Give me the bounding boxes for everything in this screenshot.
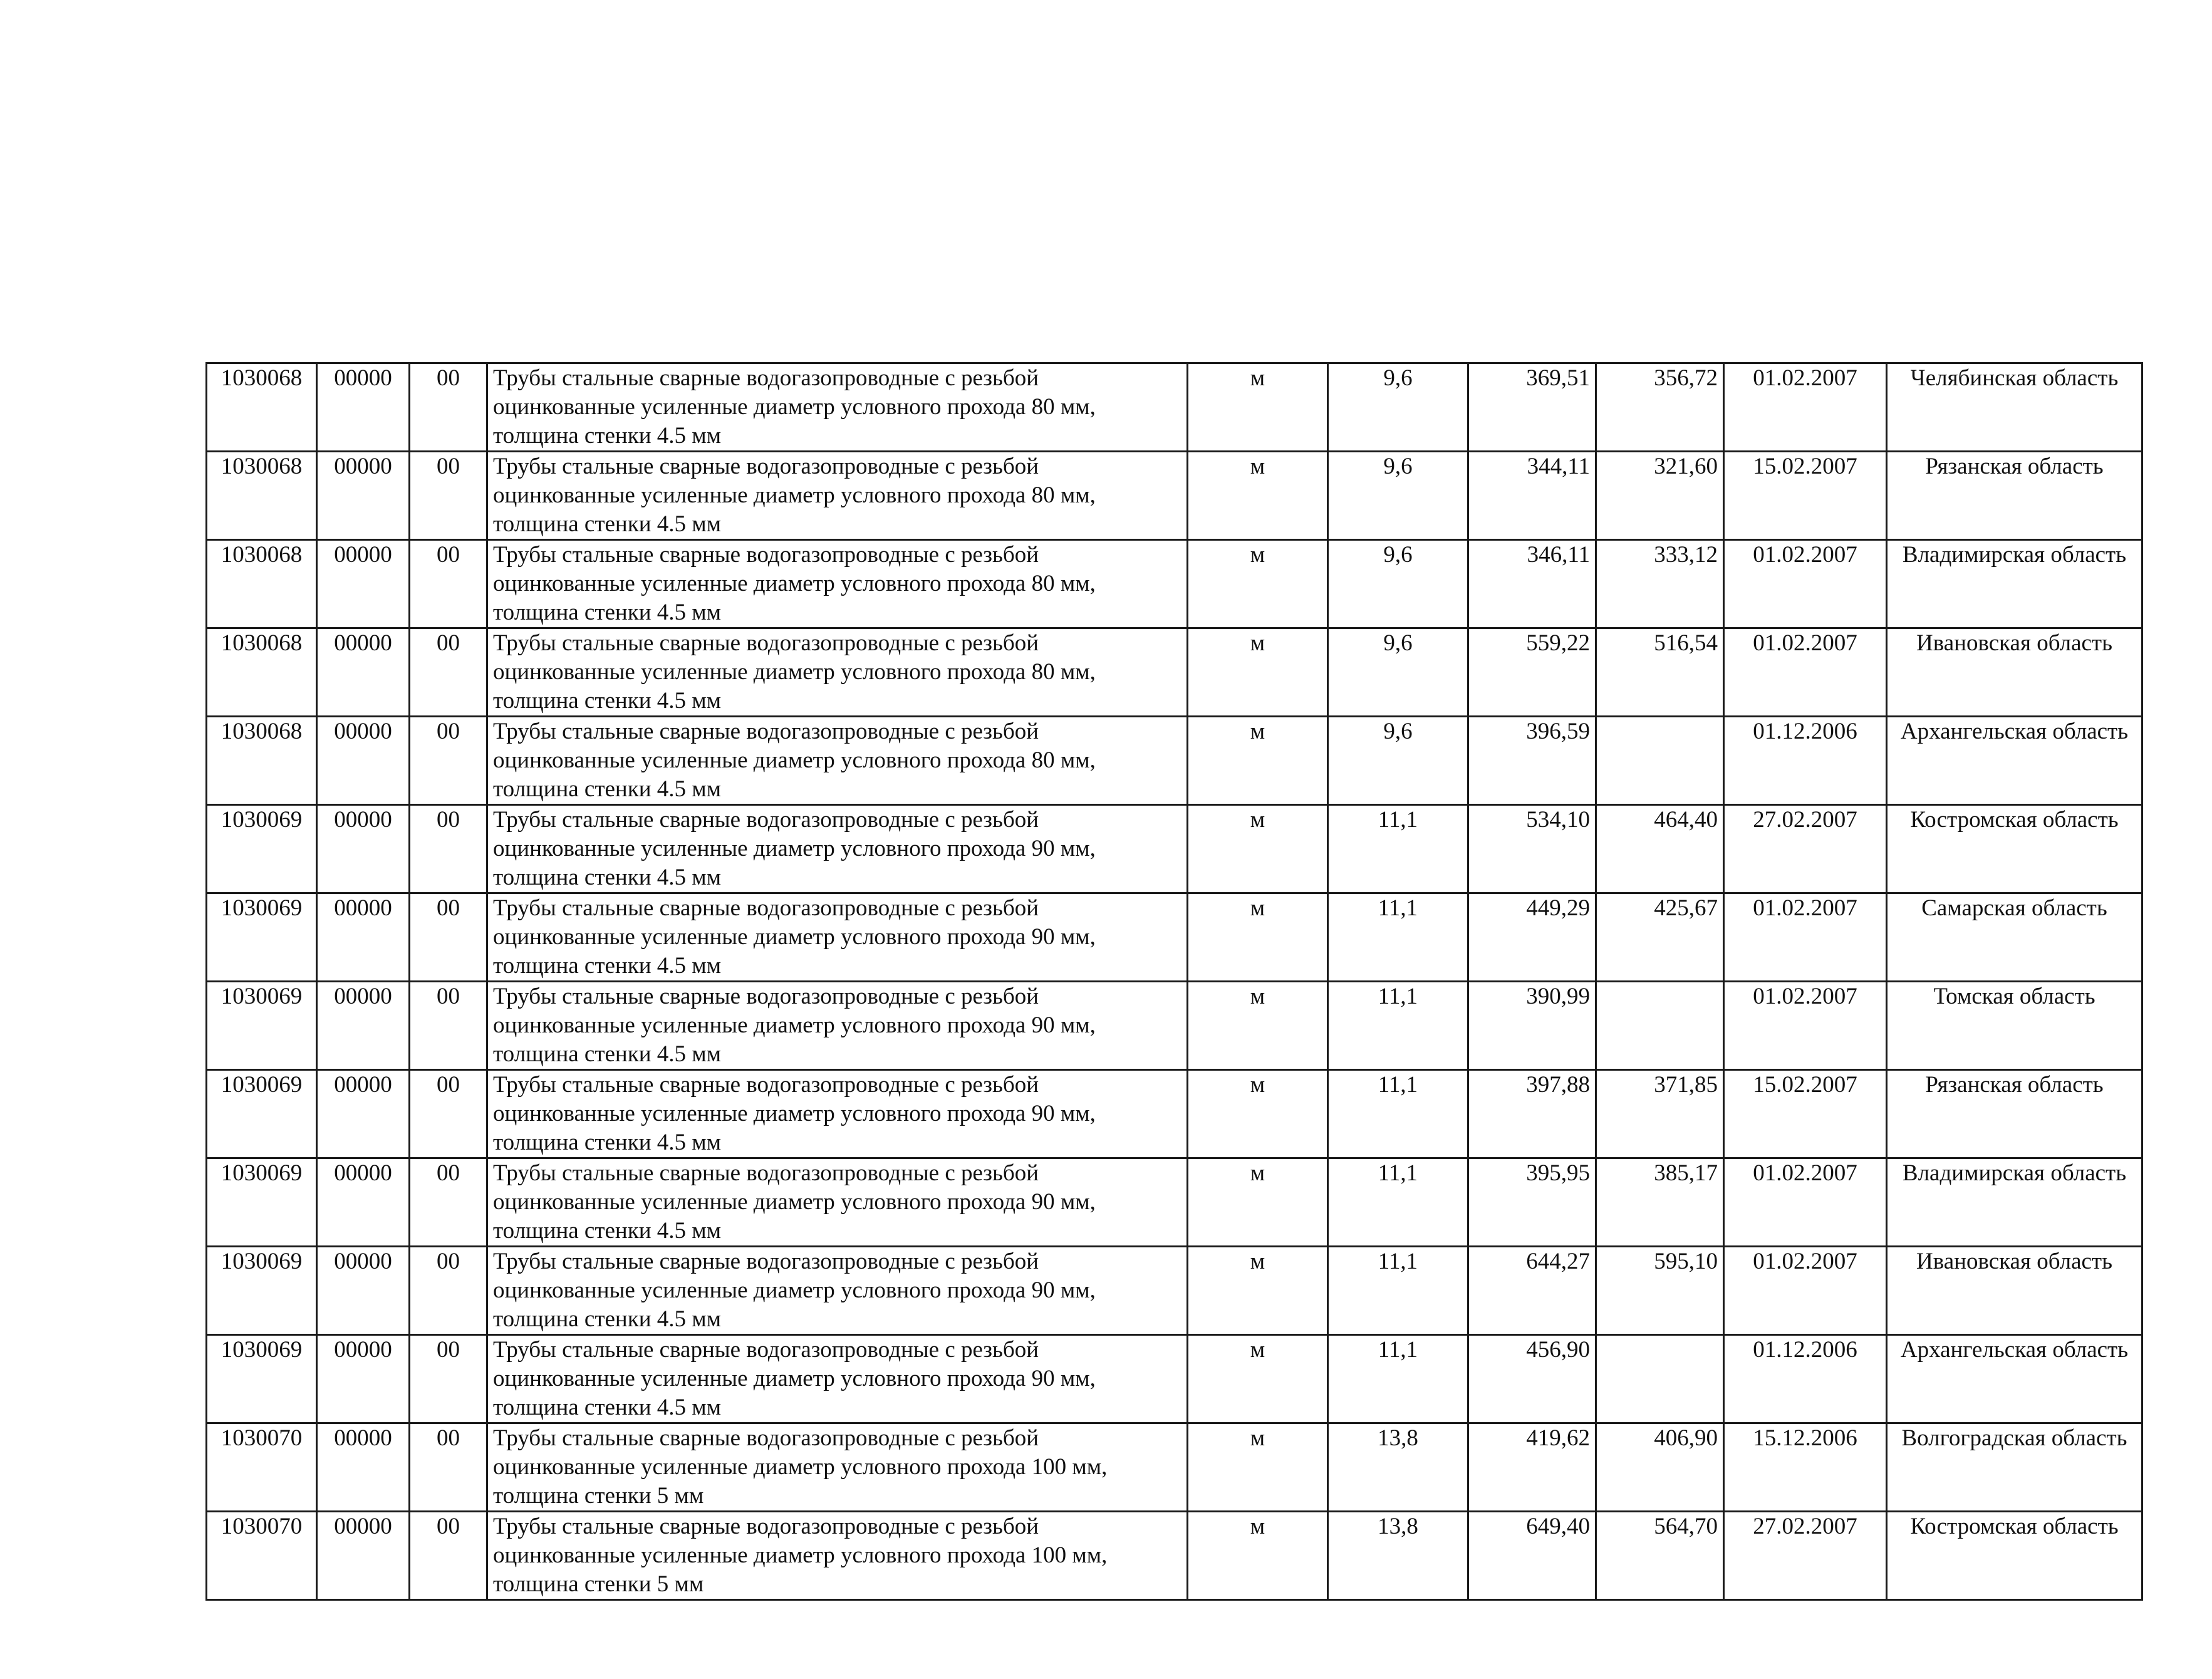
price-1-cell: 449,29 xyxy=(1468,893,1596,982)
region-cell: Рязанская область xyxy=(1887,452,2142,540)
sub-code-cell: 00000 xyxy=(317,1247,410,1335)
date-cell: 01.02.2007 xyxy=(1724,363,1887,452)
date-cell: 15.02.2007 xyxy=(1724,1070,1887,1158)
price-1-cell: 534,10 xyxy=(1468,805,1596,893)
sub-code-cell: 00000 xyxy=(317,1158,410,1247)
sub-code-cell: 00000 xyxy=(317,1423,410,1512)
unit-cell: м xyxy=(1188,540,1328,628)
region-cell: Костромская область xyxy=(1887,1512,2142,1600)
weight-cell: 11,1 xyxy=(1328,893,1468,982)
item-code-cell: 1030068 xyxy=(207,717,317,805)
price-1-cell: 456,90 xyxy=(1468,1335,1596,1423)
weight-cell: 13,8 xyxy=(1328,1423,1468,1512)
price-1-cell: 344,11 xyxy=(1468,452,1596,540)
sub-code-cell: 00000 xyxy=(317,452,410,540)
unit-cell: м xyxy=(1188,1335,1328,1423)
price-1-cell: 395,95 xyxy=(1468,1158,1596,1247)
region-cell: Костромская область xyxy=(1887,805,2142,893)
unit-cell: м xyxy=(1188,1423,1328,1512)
price-table xyxy=(205,362,2143,1601)
date-cell: 27.02.2007 xyxy=(1724,1512,1887,1600)
region-cell: Ивановская область xyxy=(1887,1247,2142,1335)
version-cell: 00 xyxy=(410,1335,487,1423)
unit-cell: м xyxy=(1188,717,1328,805)
sub-code-cell: 00000 xyxy=(317,540,410,628)
description-cell: Трубы стальные сварные водогазопроводные с резьбой оцинкованные усиленные диаметр условного прохода 100 мм, толщина стенки 5 мм xyxy=(487,1512,1188,1600)
table-row xyxy=(207,1070,2142,1158)
price-2-cell: 406,90 xyxy=(1596,1423,1724,1512)
table-body xyxy=(207,363,2142,1600)
description-cell: Трубы стальные сварные водогазопроводные с резьбой оцинкованные усиленные диаметр условного прохода 90 мм, толщина стенки 4.5 мм xyxy=(487,1070,1188,1158)
item-code-cell: 1030068 xyxy=(207,540,317,628)
description-cell: Трубы стальные сварные водогазопроводные с резьбой оцинкованные усиленные диаметр условного прохода 90 мм, толщина стенки 4.5 мм xyxy=(487,1158,1188,1247)
price-1-cell: 369,51 xyxy=(1468,363,1596,452)
table-row xyxy=(207,1335,2142,1423)
version-cell: 00 xyxy=(410,717,487,805)
region-cell: Архангельская область xyxy=(1887,717,2142,805)
table-row xyxy=(207,540,2142,628)
unit-cell: м xyxy=(1188,628,1328,717)
date-cell: 01.02.2007 xyxy=(1724,893,1887,982)
region-cell: Томская область xyxy=(1887,982,2142,1070)
date-cell: 01.12.2006 xyxy=(1724,717,1887,805)
unit-cell: м xyxy=(1188,452,1328,540)
price-2-cell: 464,40 xyxy=(1596,805,1724,893)
price-2-cell: 321,60 xyxy=(1596,452,1724,540)
description-cell: Трубы стальные сварные водогазопроводные с резьбой оцинкованные усиленные диаметр условного прохода 90 мм, толщина стенки 4.5 мм xyxy=(487,893,1188,982)
sub-code-cell: 00000 xyxy=(317,1335,410,1423)
weight-cell: 9,6 xyxy=(1328,628,1468,717)
sub-code-cell: 00000 xyxy=(317,982,410,1070)
unit-cell: м xyxy=(1188,982,1328,1070)
version-cell: 00 xyxy=(410,452,487,540)
date-cell: 01.02.2007 xyxy=(1724,540,1887,628)
version-cell: 00 xyxy=(410,982,487,1070)
price-2-cell xyxy=(1596,1335,1724,1423)
version-cell: 00 xyxy=(410,363,487,452)
table-row xyxy=(207,1158,2142,1247)
price-1-cell: 649,40 xyxy=(1468,1512,1596,1600)
price-2-cell: 564,70 xyxy=(1596,1512,1724,1600)
description-cell: Трубы стальные сварные водогазопроводные с резьбой оцинкованные усиленные диаметр условного прохода 90 мм, толщина стенки 4.5 мм xyxy=(487,805,1188,893)
price-2-cell xyxy=(1596,982,1724,1070)
price-1-cell: 644,27 xyxy=(1468,1247,1596,1335)
price-1-cell: 390,99 xyxy=(1468,982,1596,1070)
date-cell: 27.02.2007 xyxy=(1724,805,1887,893)
sub-code-cell: 00000 xyxy=(317,628,410,717)
item-code-cell: 1030069 xyxy=(207,1335,317,1423)
version-cell: 00 xyxy=(410,540,487,628)
weight-cell: 9,6 xyxy=(1328,540,1468,628)
region-cell: Владимирская область xyxy=(1887,540,2142,628)
version-cell: 00 xyxy=(410,1158,487,1247)
weight-cell: 11,1 xyxy=(1328,982,1468,1070)
unit-cell: м xyxy=(1188,1158,1328,1247)
table-row xyxy=(207,1512,2142,1600)
price-2-cell: 356,72 xyxy=(1596,363,1724,452)
weight-cell: 13,8 xyxy=(1328,1512,1468,1600)
region-cell: Челябинская область xyxy=(1887,363,2142,452)
description-cell: Трубы стальные сварные водогазопроводные с резьбой оцинкованные усиленные диаметр условного прохода 100 мм, толщина стенки 5 мм xyxy=(487,1423,1188,1512)
price-2-cell: 333,12 xyxy=(1596,540,1724,628)
version-cell: 00 xyxy=(410,1512,487,1600)
description-cell: Трубы стальные сварные водогазопроводные с резьбой оцинкованные усиленные диаметр условного прохода 90 мм, толщина стенки 4.5 мм xyxy=(487,982,1188,1070)
item-code-cell: 1030069 xyxy=(207,893,317,982)
date-cell: 15.12.2006 xyxy=(1724,1423,1887,1512)
weight-cell: 11,1 xyxy=(1328,1158,1468,1247)
sub-code-cell: 00000 xyxy=(317,717,410,805)
unit-cell: м xyxy=(1188,1512,1328,1600)
sub-code-cell: 00000 xyxy=(317,363,410,452)
price-2-cell: 425,67 xyxy=(1596,893,1724,982)
weight-cell: 11,1 xyxy=(1328,805,1468,893)
table-row xyxy=(207,717,2142,805)
item-code-cell: 1030069 xyxy=(207,982,317,1070)
description-cell: Трубы стальные сварные водогазопроводные с резьбой оцинкованные усиленные диаметр условного прохода 90 мм, толщина стенки 4.5 мм xyxy=(487,1247,1188,1335)
region-cell: Рязанская область xyxy=(1887,1070,2142,1158)
price-2-cell: 371,85 xyxy=(1596,1070,1724,1158)
region-cell: Волгоградская область xyxy=(1887,1423,2142,1512)
price-2-cell: 595,10 xyxy=(1596,1247,1724,1335)
price-2-cell: 516,54 xyxy=(1596,628,1724,717)
item-code-cell: 1030070 xyxy=(207,1512,317,1600)
region-cell: Владимирская область xyxy=(1887,1158,2142,1247)
unit-cell: м xyxy=(1188,893,1328,982)
item-code-cell: 1030069 xyxy=(207,1070,317,1158)
version-cell: 00 xyxy=(410,1423,487,1512)
date-cell: 01.02.2007 xyxy=(1724,1158,1887,1247)
weight-cell: 11,1 xyxy=(1328,1247,1468,1335)
version-cell: 00 xyxy=(410,893,487,982)
unit-cell: м xyxy=(1188,363,1328,452)
weight-cell: 11,1 xyxy=(1328,1070,1468,1158)
table-row xyxy=(207,363,2142,452)
weight-cell: 9,6 xyxy=(1328,363,1468,452)
region-cell: Самарская область xyxy=(1887,893,2142,982)
price-2-cell xyxy=(1596,717,1724,805)
description-cell: Трубы стальные сварные водогазопроводные с резьбой оцинкованные усиленные диаметр условного прохода 80 мм, толщина стенки 4.5 мм xyxy=(487,540,1188,628)
weight-cell: 11,1 xyxy=(1328,1335,1468,1423)
sub-code-cell: 00000 xyxy=(317,1512,410,1600)
item-code-cell: 1030069 xyxy=(207,805,317,893)
price-1-cell: 397,88 xyxy=(1468,1070,1596,1158)
table-row xyxy=(207,893,2142,982)
table-row xyxy=(207,982,2142,1070)
sub-code-cell: 00000 xyxy=(317,1070,410,1158)
date-cell: 15.02.2007 xyxy=(1724,452,1887,540)
date-cell: 01.02.2007 xyxy=(1724,1247,1887,1335)
unit-cell: м xyxy=(1188,1070,1328,1158)
description-cell: Трубы стальные сварные водогазопроводные с резьбой оцинкованные усиленные диаметр условного прохода 80 мм, толщина стенки 4.5 мм xyxy=(487,363,1188,452)
unit-cell: м xyxy=(1188,805,1328,893)
unit-cell: м xyxy=(1188,1247,1328,1335)
table-row xyxy=(207,1423,2142,1512)
item-code-cell: 1030068 xyxy=(207,363,317,452)
table-row xyxy=(207,452,2142,540)
sub-code-cell: 00000 xyxy=(317,893,410,982)
table-row xyxy=(207,805,2142,893)
price-1-cell: 346,11 xyxy=(1468,540,1596,628)
price-1-cell: 396,59 xyxy=(1468,717,1596,805)
date-cell: 01.02.2007 xyxy=(1724,982,1887,1070)
version-cell: 00 xyxy=(410,1247,487,1335)
table-row xyxy=(207,1247,2142,1335)
description-cell: Трубы стальные сварные водогазопроводные с резьбой оцинкованные усиленные диаметр условного прохода 80 мм, толщина стенки 4.5 мм xyxy=(487,717,1188,805)
price-1-cell: 419,62 xyxy=(1468,1423,1596,1512)
version-cell: 00 xyxy=(410,628,487,717)
region-cell: Ивановская область xyxy=(1887,628,2142,717)
sub-code-cell: 00000 xyxy=(317,805,410,893)
weight-cell: 9,6 xyxy=(1328,717,1468,805)
item-code-cell: 1030068 xyxy=(207,452,317,540)
region-cell: Архангельская область xyxy=(1887,1335,2142,1423)
item-code-cell: 1030069 xyxy=(207,1158,317,1247)
item-code-cell: 1030070 xyxy=(207,1423,317,1512)
item-code-cell: 1030068 xyxy=(207,628,317,717)
price-2-cell: 385,17 xyxy=(1596,1158,1724,1247)
date-cell: 01.02.2007 xyxy=(1724,628,1887,717)
version-cell: 00 xyxy=(410,1070,487,1158)
version-cell: 00 xyxy=(410,805,487,893)
price-1-cell: 559,22 xyxy=(1468,628,1596,717)
description-cell: Трубы стальные сварные водогазопроводные с резьбой оцинкованные усиленные диаметр условного прохода 80 мм, толщина стенки 4.5 мм xyxy=(487,628,1188,717)
description-cell: Трубы стальные сварные водогазопроводные с резьбой оцинкованные усиленные диаметр условного прохода 90 мм, толщина стенки 4.5 мм xyxy=(487,1335,1188,1423)
weight-cell: 9,6 xyxy=(1328,452,1468,540)
description-cell: Трубы стальные сварные водогазопроводные с резьбой оцинкованные усиленные диаметр условного прохода 80 мм, толщина стенки 4.5 мм xyxy=(487,452,1188,540)
item-code-cell: 1030069 xyxy=(207,1247,317,1335)
date-cell: 01.12.2006 xyxy=(1724,1335,1887,1423)
table-row xyxy=(207,628,2142,717)
